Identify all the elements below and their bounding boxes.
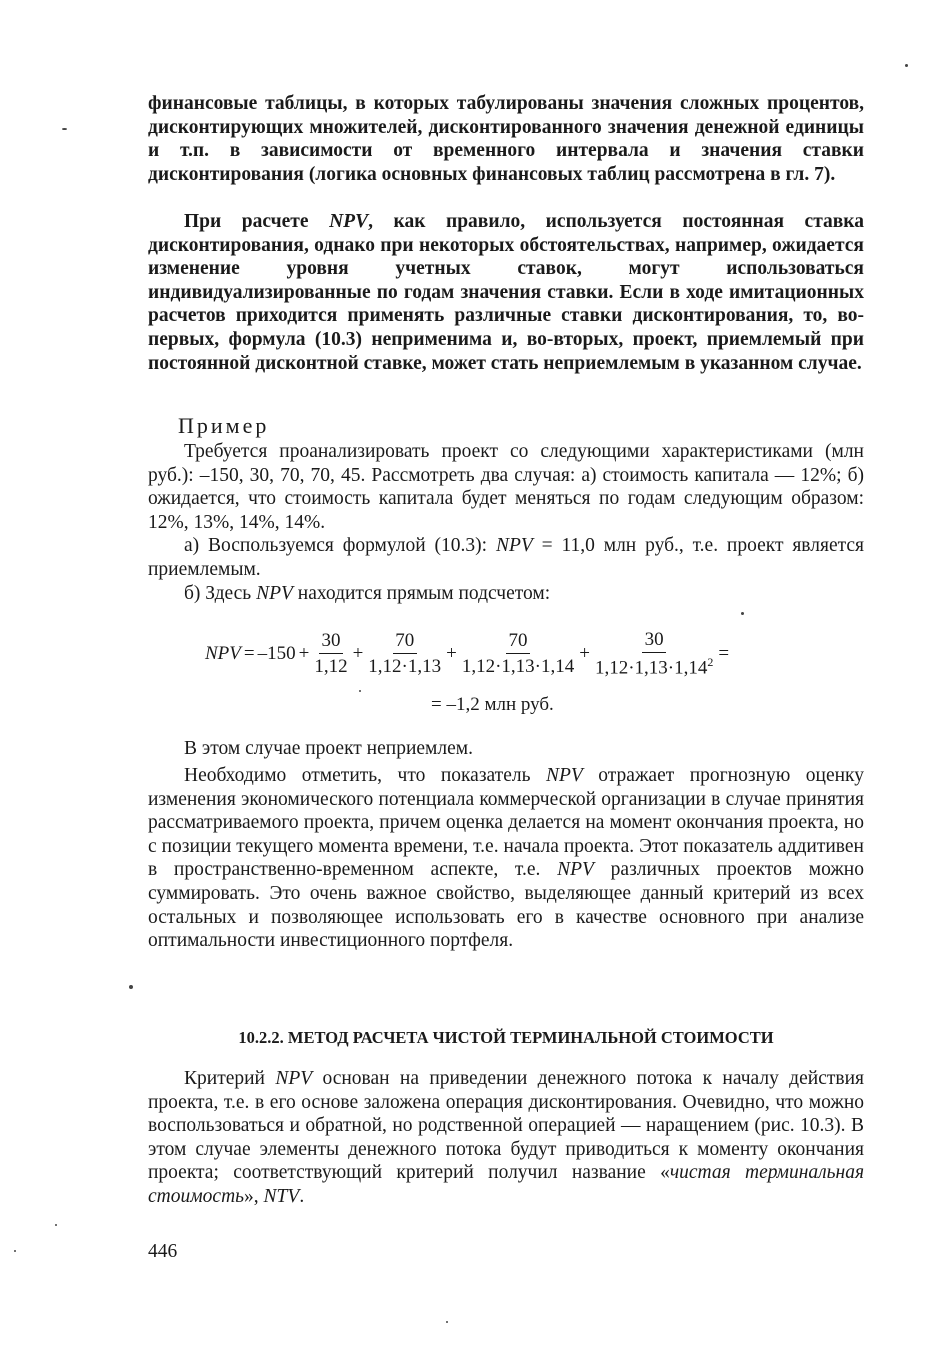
formula-equals: =: [243, 643, 255, 664]
npv-formula: [205, 624, 825, 684]
npv-term: NPV: [545, 765, 583, 786]
scan-speck: [446, 1321, 448, 1323]
ntv-term-name: чистая терминальная стоимость: [148, 1162, 865, 1207]
fraction-1-numerator: 30: [319, 630, 343, 654]
paragraph-text: »,: [244, 1185, 264, 1207]
paragraph-text: В этом случае проект неприемлем.: [184, 738, 473, 759]
paragraph-text: Необходимо отметить, что показатель: [184, 765, 546, 786]
paragraph-financial-tables: [148, 92, 864, 186]
paragraph-example-task: [148, 440, 864, 534]
formula-plus: +: [298, 643, 310, 664]
paragraph-ntv: [148, 1067, 864, 1209]
paragraph-text: При расчете: [184, 211, 330, 232]
fraction-4-denominator: [595, 653, 713, 679]
scan-speck: [741, 612, 744, 615]
fraction-3: [462, 630, 574, 678]
paragraph-text: финансовые таблицы, в которых табулированы значения сложных процентов, дисконтирующих множителей, дисконтированного значения денежной единицы и т.п. в зависимости от временного интервала и значения ставки дисконтирования (логика основных финансовых таблиц рассмотрена в гл. 7).: [148, 93, 864, 185]
npv-term: NPV: [329, 211, 369, 232]
paragraph-text: различных проектов можно суммировать. Это очень важное свойство, выделяющее данный критерий из всех остальных и позволяющее использовать его в качестве основного при анализе оптимальности инвестиционного портфеля.: [148, 859, 864, 952]
page-number: 446: [148, 1241, 178, 1262]
fraction-4: [595, 629, 713, 679]
formula-initial-investment: –150: [257, 643, 296, 664]
scan-speck: [62, 128, 67, 130]
npv-term: NPV: [275, 1068, 313, 1089]
paragraph-conclusion: [148, 737, 864, 761]
scan-speck: [14, 1250, 16, 1252]
paragraph-case-a: [148, 534, 864, 581]
paragraph-text: Требуется проанализировать проект со следующими характеристиками (млн руб.): –150, 30, 70, 70, 45. Рассмотреть два случая: а) стоимость капитала — 12%; б) ожидается, что стоимость капитала будет меняться по годам следующим образом: 12%, 13%, 14%, 14%.: [148, 441, 864, 533]
formula-equals: =: [718, 643, 730, 664]
scan-speck: [359, 690, 361, 692]
fraction-4-numerator: 30: [642, 629, 666, 653]
fraction-2-denominator: 1,12·1,13: [368, 656, 442, 677]
paragraph-case-b: [148, 582, 864, 606]
formula-plus: +: [352, 643, 364, 664]
paragraph-text: б) Здесь: [184, 583, 257, 604]
fraction-1-denominator: 1,12: [314, 656, 348, 677]
paragraph-constant-rate: [148, 210, 864, 375]
scan-speck: [129, 985, 133, 989]
formula-plus: +: [579, 643, 590, 664]
fraction-2: [368, 630, 441, 678]
paragraph-text: .: [299, 1185, 305, 1207]
paragraph-text: Критерий: [184, 1068, 276, 1089]
npv-term: NPV: [495, 535, 533, 556]
fraction-3-denominator: 1,12·1,13·1,14: [461, 656, 575, 677]
formula-lhs: NPV: [205, 643, 241, 664]
fraction-1: [314, 630, 347, 678]
formula-result: = –1,2 млн руб.: [431, 694, 554, 715]
fraction-2-numerator: 70: [393, 630, 417, 654]
formula-plus: +: [446, 643, 457, 664]
npv-term: NPV: [557, 859, 594, 881]
paragraph-text: отражает прогнозную оценку изменения экономического потенциала коммерческой организации в случае принятия рассматриваемого проекта, причем оценка делается на момент окончания проекта, но с позиции текущего момента времени, т.е. начала проекта. Этот показатель аддитивен в пространственно-временном аспекте, т.е.: [148, 765, 865, 881]
ntv-term: NTV: [263, 1185, 300, 1207]
paragraph-npv-property: [148, 764, 864, 953]
paragraph-text: находится прямым подсчетом:: [292, 583, 551, 604]
section-title: 10.2.2. МЕТОД РАСЧЕТА ЧИСТОЙ ТЕРМИНАЛЬНОЙ СТОИМОСТИ: [238, 1028, 774, 1047]
fraction-4-exponent: 2: [707, 654, 714, 669]
paragraph-text: а) Воспользуемся формулой (10.3):: [184, 535, 496, 556]
scan-speck: [55, 1224, 57, 1226]
paragraph-text: , как правило, используется постоянная ставка дисконтирования, однако при некоторых обстоятельствах, например, ожидается изменение уровня учетных ставок, могут использоваться индивидуализированные по годам значения ставки. Если в ходе имитационных расчетов приходится применять различные ставки дисконтирования, то, во-первых, формула (10.3) неприменима и, во-вторых, проект, приемлемый при постоянной дисконтной ставке, может стать неприемлемым в указанном случае.: [148, 211, 864, 374]
scan-speck: [905, 64, 908, 67]
paragraph-text: = 11,0 млн руб., т.е. проект является приемлемым.: [148, 535, 864, 580]
fraction-4-denominator-base: 1,12·1,13·1,14: [594, 657, 708, 679]
paragraph-text: основан на приведении денежного потока к началу действия проекта, т.е. в его основе заложена операция дисконтирования. Очевидно, что можно воспользоваться и обратной, но родственной операцией — наращением (рис. 10.3). В этом случае элементы денежного потока будут приводиться к моменту окончания проекта; соответствующий критерий получил название «: [148, 1068, 864, 1184]
example-heading: Пример: [178, 413, 270, 438]
npv-term: NPV: [256, 583, 293, 604]
fraction-3-numerator: 70: [506, 630, 530, 654]
